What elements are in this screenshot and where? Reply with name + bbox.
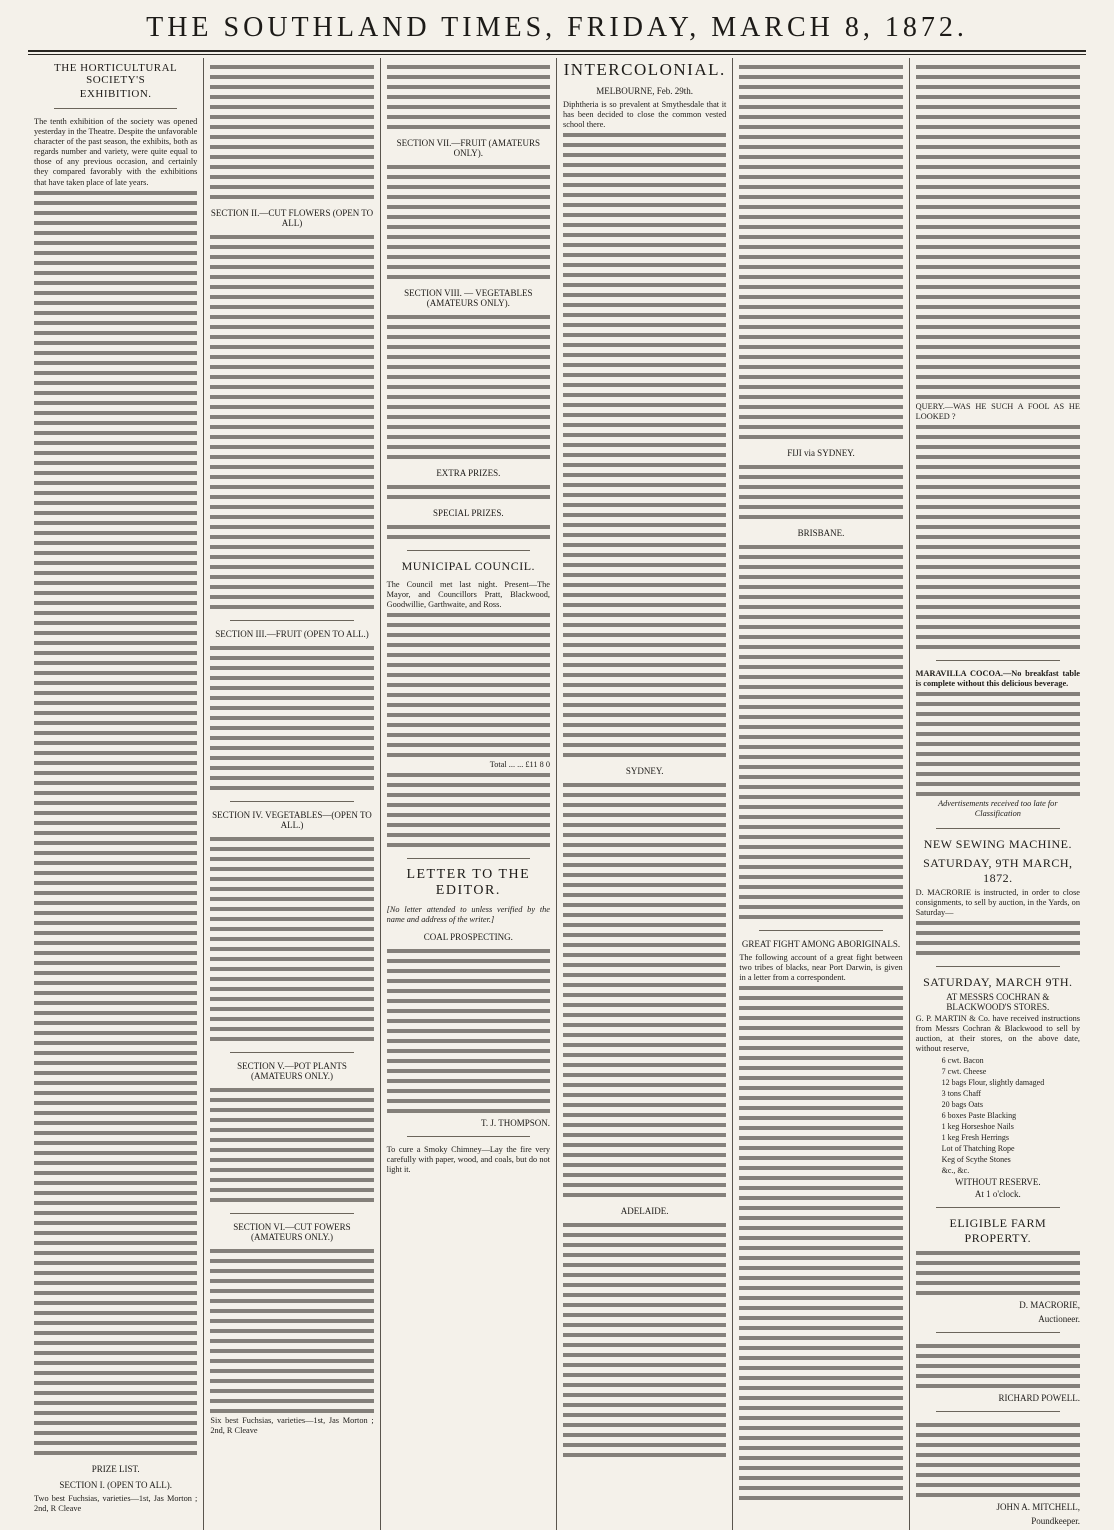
adelaide-text [563,1220,726,1460]
divider [936,1207,1060,1208]
divider [936,1332,1060,1333]
prize-line: Six best Fuchsias, varieties—1st, Jas Morton ; 2nd, R Cleave [210,1416,374,1436]
brisbane-dateline: BRISBANE. [797,528,845,538]
query-text [916,422,1080,652]
auction-item: 20 bags Oats [941,1100,983,1110]
auction-item: 7 cwt. Cheese [941,1067,987,1077]
section-8-heading: SECTION VIII. — VEGETABLES (AMATEURS ONLY). [404,288,533,308]
auction-item-list [916,1056,1080,1175]
auction-item: 6 cwt. Bacon [941,1056,984,1066]
divider [936,660,1060,661]
sydney-text [563,780,726,1200]
brisbane-text [739,542,902,922]
adelaide-dateline: ADELAIDE. [620,1206,669,1217]
fight-heading: GREAT FIGHT AMONG ABORIGINALS. [741,939,901,949]
divider [407,550,530,551]
auction-item: 1 keg Horseshoe Nails [941,1122,1014,1132]
prize-list-text [387,62,550,132]
heading-exhibition: EXHIBITION. [79,88,152,100]
auction-item: &c., &c. [941,1166,970,1176]
impounded-text [916,1420,1080,1500]
divider [230,620,353,621]
total-line: Total ... ... £11 8 0 [489,760,550,770]
without-reserve: WITHOUT RESERVE. [955,1177,1041,1188]
municipal-lead: The Council met last night. Present—The Mayor, and Councillors Pratt, Blackwood, Goodwillie, Garthwaite, and Ross. [386,580,550,610]
macrorie-lead: D. MACRORIE is instructed, in order to close consignments, to sell by auction, in the Yards, on Saturday— [915,887,1080,917]
intercolonial-heading: INTERCOLONIAL. [563,60,726,79]
letter-heading: LETTER TO THE EDITOR. [406,867,531,899]
article-body-text [34,188,197,1458]
column-1 [28,58,204,1530]
melbourne-dateline: MELBOURNE, Feb. 29th. [596,86,694,96]
column-2 [204,58,380,1530]
section-5-heading: SECTION V.—POT PLANTS (AMATEURS ONLY.) [237,1061,347,1081]
poundkeeper-label: Poundkeeper. [1031,1516,1080,1527]
column-5 [733,58,909,1530]
column-3 [381,58,557,1530]
melbourne-text [563,130,726,760]
section-3-text [210,643,373,793]
auction-item: 6 boxes Paste Blacking [941,1111,1017,1121]
extra-prizes-heading: EXTRA PRIZES. [436,468,501,478]
section-7-heading: SECTION VII.—FRUIT (AMATEURS ONLY). [396,138,541,158]
section-2-heading: SECTION II.—CUT FLOWERS (OPEN TO ALL) [210,208,374,228]
columns [28,58,1086,1527]
prize-list-heading: PRIZE LIST. [91,1463,140,1474]
divider [54,108,177,109]
sewing-machine-date: SATURDAY, 9TH MARCH, 1872. [923,855,1073,885]
impounded-signature: JOHN A. MITCHELL, [996,1502,1080,1513]
late-ads-note: Advertisements received too late for Classification [938,799,1058,819]
section-2-text [210,232,373,612]
coal-text [387,946,550,1116]
section-6-heading: SECTION VI.—CUT FOWERS (AMATEURS ONLY.) [233,1222,351,1242]
divider [230,1052,353,1053]
section-7-text [387,162,550,282]
section-1-heading: SECTION I. (OPEN TO ALL). [59,1479,172,1490]
prize-line: Two best Fuchsias, varieties—1st, Jas Morton ; 2nd, R Cleave [34,1493,198,1513]
tenders-text [916,1341,1080,1391]
divider [230,801,353,802]
prize-list-text [210,62,373,202]
section-4-text [210,834,373,1044]
municipal-text [387,610,550,760]
saturday-title: SATURDAY, MARCH 9TH. [923,974,1073,989]
at-one-oclock: At 1 o'clock. [974,1189,1021,1200]
sydney-dateline: SYDNEY. [625,766,664,777]
auction-item: Lot of Thatching Rope [941,1144,1015,1154]
section-6-text [210,1246,373,1416]
fiji-dateline: FIJI via SYDNEY. [787,448,855,458]
tenders-signature: RICHARD POWELL. [998,1393,1080,1404]
macrorie-signature: D. MACRORIE, [1019,1300,1080,1311]
divider [936,1411,1060,1412]
column-4 [557,58,733,1530]
letter-note: [No letter attended to unless verified by the name and address of the writer.] [386,905,550,925]
divider [407,1136,530,1137]
fiji-text [739,462,902,522]
coal-heading: COAL PROSPECTING. [423,931,513,942]
stores-subtitle: AT MESSRS COCHRAN & BLACKWOOD'S STORES. [946,991,1050,1012]
martin-lead: G. P. MARTIN & Co. have received instructions from Messrs Cochran & Blackwood to sell by auction, at their stores, on the above date, without reserve, [915,1013,1080,1054]
query-heading: QUERY.—WAS HE SUCH A FOOL AS HE LOOKED ? [915,402,1080,422]
article-lead-paragraph: The tenth exhibition of the society was opened yesterday in the Theatre. Despite the unfavorable character of the past season, the exhibits, both as regards number and variety, were quite equal to those of any previous occasion, and certainly they compared favorably with the exhibitions that have taken place of late years. [34,117,198,187]
divider [759,930,882,931]
auctioneer-label: Auctioneer. [1038,1314,1080,1325]
special-prizes-text [387,522,550,542]
eligible-farm-title: ELIGIBLE FARM PROPERTY. [949,1216,1047,1246]
auction-item: 12 bags Flour, slightly damaged [941,1078,1045,1088]
divider [936,966,1060,967]
auction-item: 3 tons Chaff [941,1089,982,1099]
signature: T. J. THOMPSON. [481,1117,550,1128]
divider [936,828,1060,829]
special-prizes-heading: SPECIAL PRIZES. [432,508,504,518]
heading-horticultural: THE HORTICULTURAL SOCIETY'S [54,62,178,86]
section-5-text [210,1085,373,1205]
sewing-machine-text [916,918,1080,958]
article-continued [916,62,1080,402]
fight-lead: The following account of a great fight between two tribes of blacks, near Port Darwin, is given in a letter from a correspondent. [739,953,903,983]
section-8-text [387,312,550,462]
auction-item: 1 keg Fresh Herrings [941,1133,1009,1143]
column-6 [910,58,1086,1530]
cocoa-ad-heading: MARAVILLA COCOA.—No breakfast table is complete without this delicious beverage. [915,669,1080,689]
municipal-council-heading: MUNICIPAL COUNCIL. [401,559,536,573]
divider [407,858,530,859]
masthead: THE SOUTHLAND TIMES, FRIDAY, MARCH 8, 1872. [28,6,1086,52]
extra-prizes-text [387,482,550,502]
section-3-heading: SECTION III.—FRUIT (OPEN TO ALL.) [215,629,369,639]
municipal-text-2 [387,770,550,850]
chimney-paragraph: To cure a Smoky Chimney—Lay the fire very carefully with paper, wood, and coals, but do not light it. [386,1144,550,1174]
cocoa-ad-text [916,689,1080,799]
auction-item: Keg of Scythe Stones [941,1155,1011,1165]
divider [230,1213,353,1214]
section-4-heading: SECTION IV. VEGETABLES—(OPEN TO ALL.) [212,810,372,830]
intercolonial-continued [739,62,902,442]
fight-text [739,983,902,1503]
sewing-machine-title: NEW SEWING MACHINE. [923,836,1072,851]
eligible-farm-text [916,1248,1080,1298]
intercolonial-lead: Diphtheria is so prevalent at Smythesdale that it has been decided to close the common vested school there. [562,100,727,130]
